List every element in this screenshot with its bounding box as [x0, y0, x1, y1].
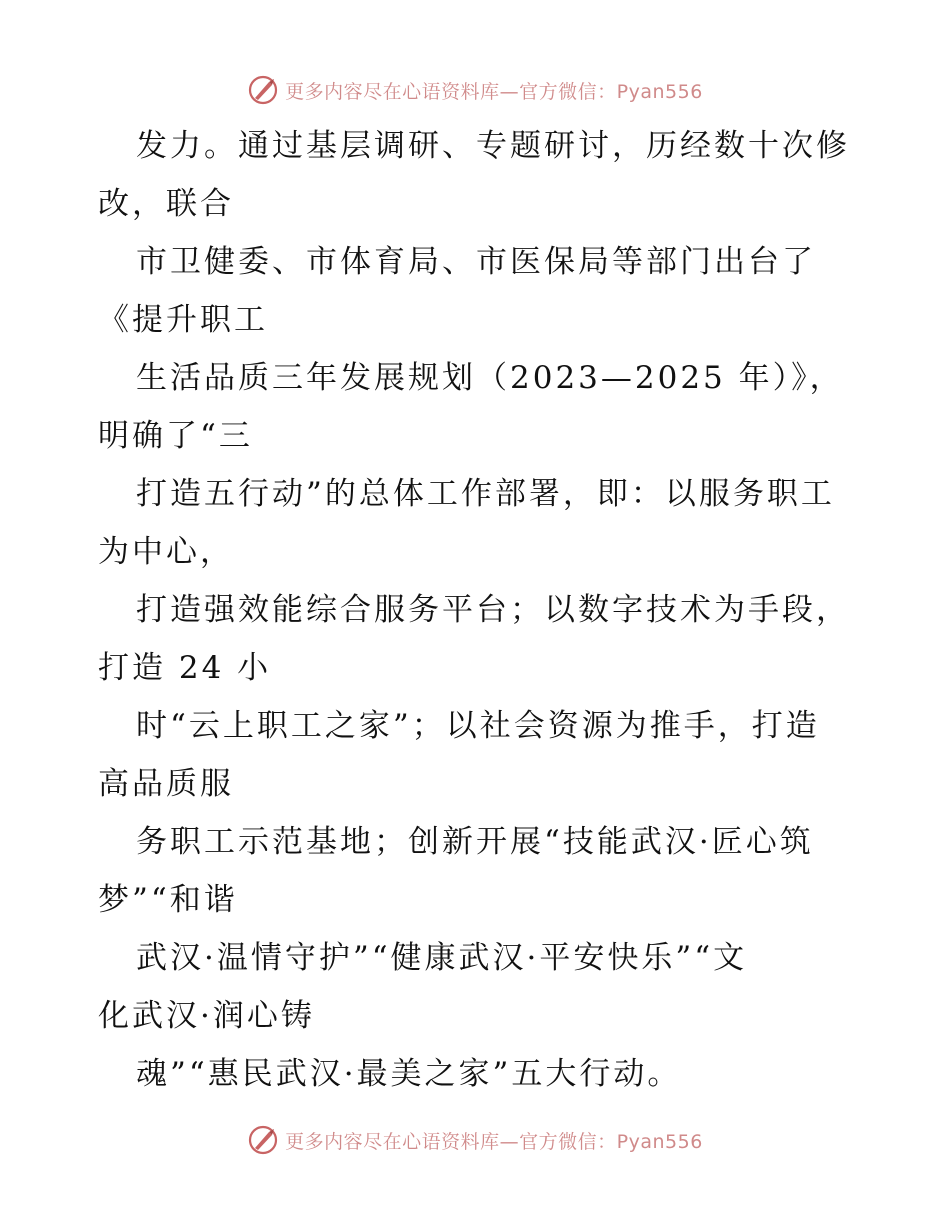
footer-watermark — [247, 1124, 703, 1156]
header-watermark-banner — [0, 72, 950, 108]
header-watermark — [247, 74, 703, 106]
body-line: 改，联合 — [98, 186, 234, 222]
footer-watermark-banner — [0, 1122, 950, 1158]
quill-logo-icon — [247, 1124, 279, 1156]
quill-logo-icon — [247, 74, 279, 106]
body-line: 时“云上职工之家”；以社会资源为推手，打造 — [136, 708, 820, 744]
body-line: 魂”“惠民武汉·最美之家”五大行动。 — [136, 1056, 682, 1092]
body-line: 生活品质三年发展规划（2023—2025 年）》， — [136, 360, 844, 396]
body-line: 高品质服 — [98, 766, 234, 802]
body-line: 化武汉·润心铸 — [98, 998, 315, 1034]
body-line: 打造五行动”的总体工作部署，即：以服务职工 — [136, 476, 835, 512]
body-line: 务职工示范基地；创新开展“技能武汉·匠心筑 — [136, 824, 814, 860]
body-line: 为中心， — [98, 534, 234, 570]
header-watermark-text: 更多内容尽在心语资料库—官方微信：Pyan556 — [285, 80, 703, 103]
body-line: 武汉·温情守护”“健康武汉·平安快乐”“文 — [136, 940, 748, 976]
body-line: 梦”“和谐 — [98, 882, 238, 918]
body-line: 市卫健委、市体育局、市医保局等部门出台了 — [136, 244, 816, 280]
body-line: 明确了“三 — [98, 418, 253, 454]
body-line: 打造强效能综合服务平台；以数字技术为手段， — [136, 592, 850, 628]
body-line: 发力。通过基层调研、专题研讨，历经数十次修 — [136, 128, 850, 164]
body-line: 打造 24 小 — [98, 650, 272, 686]
body-line: 《提升职工 — [98, 302, 268, 338]
footer-watermark-text: 更多内容尽在心语资料库—官方微信：Pyan556 — [285, 1130, 703, 1153]
